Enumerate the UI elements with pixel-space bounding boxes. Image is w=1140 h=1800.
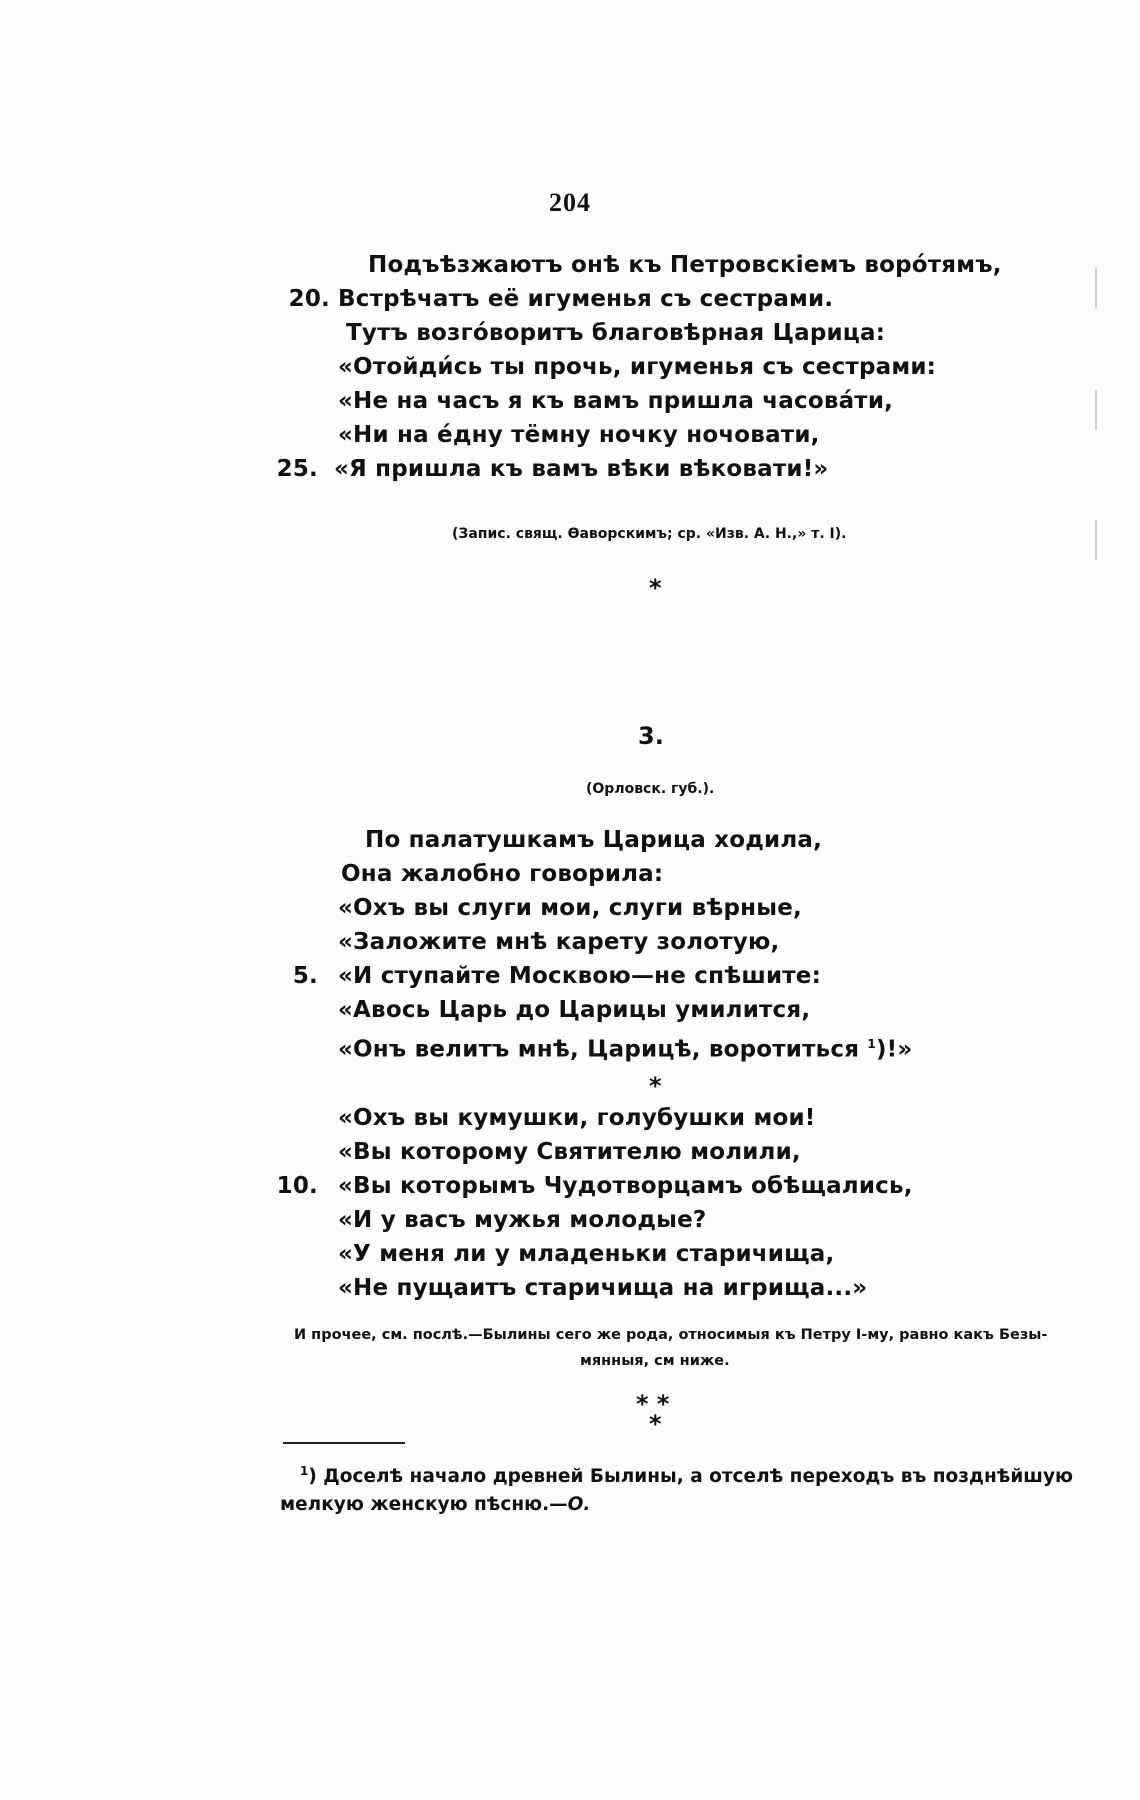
verse-line: Она жалобно говорила: [341,861,664,887]
verse-line: «Не на часъ я къ вамъ пришла часова́ти, [338,388,894,414]
verse-line: «Не пущаитъ старичища на игрища...» [338,1275,868,1301]
verse-line: Подъѣзжаютъ онѣ къ Петровскіемъ воро́тямъ, [368,252,1002,278]
editorial-note-line-1: И прочее, см. послѣ.—Былины сего же рода, относимыя къ Петру I-му, равно какъ Безы- [294,1327,1048,1343]
footnote-line-2 [280,1488,590,1522]
verse-line: «У меня ли у младеньки старичища, [338,1241,835,1267]
verse-line: «И ступайте Москвою—не спѣшите: [338,963,822,989]
source-citation: (Запис. свящ. Ѳаворскимъ; ср. «Изв. А. Н.,» т. I). [452,526,847,542]
poem-region: (Орловск. губ.). [586,781,715,797]
footnote-rule [283,1442,405,1444]
verse-line-tail: )!» [875,1036,913,1063]
verse-line-with-footnote [338,1027,912,1067]
scan-edge-mark [1095,268,1097,308]
scan-edge-mark [1095,390,1097,430]
line-number: 5. [292,963,318,989]
verse-line: «И у васъ мужья молодые? [338,1207,707,1233]
stanza-divider-star: * [649,1072,662,1100]
editorial-note-line-2: мянныя, см ниже. [580,1353,730,1369]
verse-line: «Авось Царь до Царицы умилится, [338,997,811,1023]
footnote-text: ) Доселѣ начало древней Былины, а отселѣ переходъ въ позднѣйшую [308,1466,1074,1488]
verse-line: «Отойди́сь ты прочь, игуменья съ сестрами: [338,354,937,380]
line-number: 10. [276,1173,318,1199]
footnote-marker: 1 [300,1464,309,1478]
footnote-author: О. [567,1494,591,1515]
section-divider-star: * [649,574,662,602]
line-number: 25. [276,456,318,482]
verse-line: По палатушкамъ Царица ходила, [365,827,823,853]
verse-line: «Онъ велитъ мнѣ, Царицѣ, воротиться [338,1036,860,1063]
verse-line: «Ни на е́дну тёмну ночку ночовати, [338,422,820,448]
verse-line: «Вы которому Святителю молили, [338,1139,801,1165]
footnote-text: мелкую женскую пѣсню.— [280,1494,568,1515]
verse-line: «Я пришла къ вамъ вѣки вѣковати!» [334,456,829,482]
verse-line: «Вы которымъ Чудотворцамъ обѣщались, [338,1173,913,1199]
poem-number: 3. [638,722,664,750]
end-stars-top: * * [636,1390,670,1418]
page-number: 204 [549,188,591,217]
footnote-reference: 1 [867,1037,876,1051]
verse-line: Тутъ возго́воритъ благовѣрная Царица: [346,320,886,346]
verse-line: «Охъ вы кумушки, голубушки мои! [338,1105,816,1131]
verse-line: «Заложите мнѣ карету золотую, [338,929,780,955]
verse-line: Встрѣчатъ её игуменья съ сестрами. [338,286,834,312]
verse-line: «Охъ вы слуги мои, слуги вѣрные, [338,895,802,921]
scan-edge-mark [1095,520,1097,560]
end-stars-bottom: * [649,1410,662,1438]
line-number: 20. [288,286,330,312]
